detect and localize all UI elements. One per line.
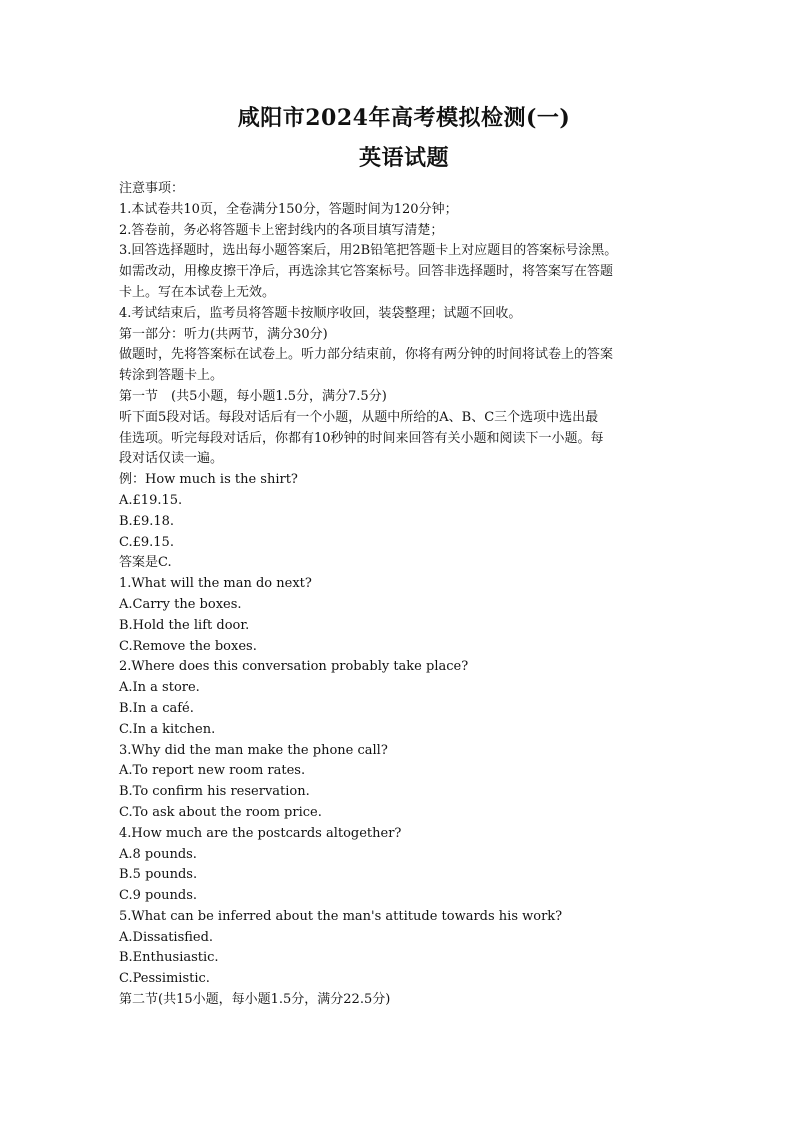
example-answer: 答案是C. xyxy=(119,555,172,571)
question-option: B.5 pounds. xyxy=(119,867,198,883)
instruction-item: 4.考试结束后，监考员将答题卡按顺序收回，装袋整理；试题不回收。 xyxy=(119,305,522,321)
exam-page xyxy=(119,103,689,1011)
question-3: 3.Why did the man make the phone call? xyxy=(119,742,388,758)
instruction-item: 2.答卷前，务必将答题卡上密封线内的各项目填写清楚； xyxy=(119,222,444,238)
question-option: C.9 pounds. xyxy=(119,888,198,904)
exam-subtitle: 英语试题 xyxy=(358,145,449,171)
section1-desc: 听下面5段对话。每段对话后有一个小题，从题中所给的A、B、C三个选项中选出最 xyxy=(119,409,599,425)
question-5: 5.What can be inferred about the man's attitude towards his work? xyxy=(119,908,563,924)
example-option: A.£19.15. xyxy=(119,492,183,508)
section1-heading: 第一节 (共5小题，每小题1.5分，满分7.5分) xyxy=(119,388,387,404)
question-option: C.In a kitchen. xyxy=(119,721,216,737)
question-2: 2.Where does this conversation probably take place? xyxy=(119,659,469,675)
question-option: B.To confirm his reservation. xyxy=(119,784,310,800)
question-option: B.Enthusiastic. xyxy=(119,950,219,966)
question-option: C.Pessimistic. xyxy=(119,971,210,987)
part1-desc: 转涂到答题卡上。 xyxy=(119,368,224,384)
question-option: A.To report new room rates. xyxy=(119,763,306,779)
question-option: C.Remove the boxes. xyxy=(119,638,257,654)
question-option: C.To ask about the room price. xyxy=(119,804,322,820)
instruction-item: 1.本试卷共10页，全卷满分150分，答题时间为120分钟； xyxy=(119,201,458,217)
question-option: A.Dissatisfied. xyxy=(119,929,214,945)
part1-desc: 做题时，先将答案标在试卷上。听力部分结束前，你将有两分钟的时间将试卷上的答案 xyxy=(119,347,614,363)
example-option: C.£9.15. xyxy=(119,534,174,550)
instructions-heading: 注意事项： xyxy=(119,181,185,196)
instruction-item: 3.回答选择题时，选出每小题答案后，用2B铅笔把答题卡上对应题目的答案标号涂黑。 xyxy=(119,243,618,259)
question-option: A.Carry the boxes. xyxy=(119,596,242,612)
section1-desc: 佳选项。听完每段对话后，你都有10秒钟的时间来回答有关小题和阅读下一小题。每 xyxy=(119,430,604,446)
exam-body xyxy=(119,179,689,1011)
question-option: A.In a store. xyxy=(119,680,200,696)
example-option: B.£9.18. xyxy=(119,513,175,529)
question-option: B.In a café. xyxy=(119,700,194,716)
example-question: 例：How much is the shirt? xyxy=(119,472,298,488)
question-option: B.Hold the lift door. xyxy=(119,617,250,633)
question-option: A.8 pounds. xyxy=(119,846,197,862)
exam-title: 咸阳市2024年高考模拟检测(一) xyxy=(237,105,571,131)
instruction-item: 如需改动，用橡皮擦干净后，再选涂其它答案标号。回答非选择题时，将答案写在答题 xyxy=(119,264,614,280)
section1-desc: 段对话仅读一遍。 xyxy=(119,451,224,467)
question-1: 1.What will the man do next? xyxy=(119,576,312,592)
instruction-item: 卡上。写在本试卷上无效。 xyxy=(119,284,276,300)
section2-heading: 第二节(共15小题，每小题1.5分，满分22.5分) xyxy=(119,992,391,1008)
part1-heading: 第一部分：听力(共两节，满分30分) xyxy=(119,326,328,342)
question-4: 4.How much are the postcards altogether? xyxy=(119,825,402,841)
